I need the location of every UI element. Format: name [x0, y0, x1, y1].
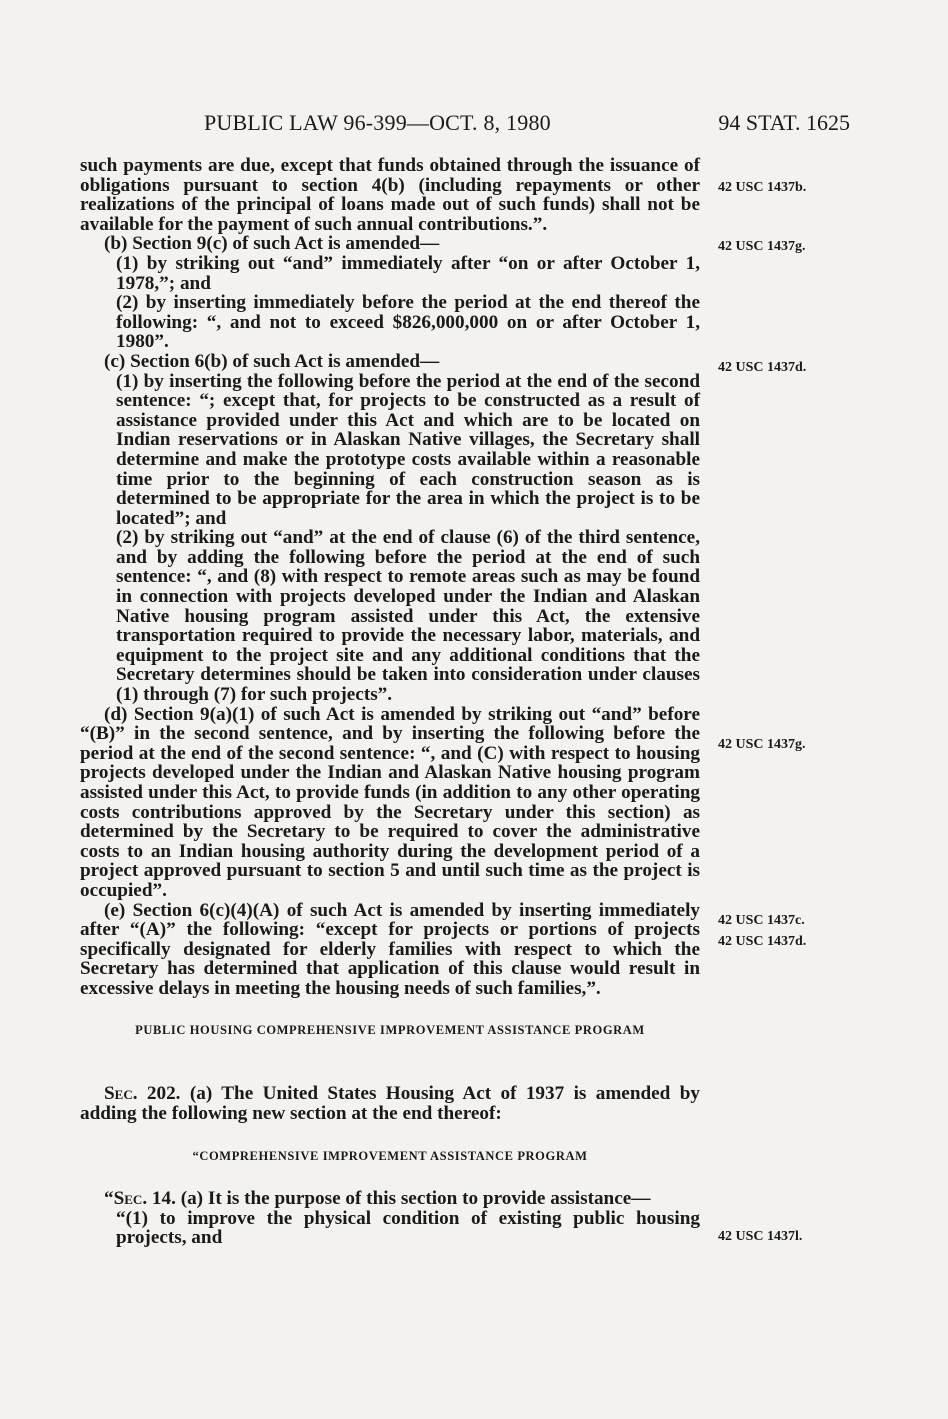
margin-citation: 42 USC 1437g.: [718, 737, 806, 752]
section-14-clause-1: “(1) to improve the physical condition of existing public housing projects, and: [116, 1207, 700, 1249]
section-202: [80, 1084, 700, 1123]
section-14-text: 14. (a) It is the purpose of this section to provide assistance—: [147, 1187, 651, 1209]
subsection-d: (d) Section 9(a)(1) of such Act is amended by striking out “and” before “(B)” in the second sentence, and by inserting the following before the period at the end of the second sentence: “, and (C) with respect to housing projects developed under the Indian and Alaskan Native housing program assisted under this Act, to provide funds (in addition to any other operating costs contributions approved by the Secretary under this section) as determined by the Secretary to be required to cover the administrative costs to an Indian housing authority during the development period of a project approved pursuant to section 5 and until such time as the project is occupied”.: [80, 703, 700, 901]
section-14-label: “Sec.: [104, 1187, 148, 1209]
subsection-e: (e) Section 6(c)(4)(A) of such Act is amended by inserting immediately after “(A)” the following: “except for projects or portions of projects specifically designated for elderly families with respect to which the Secretary has determined that application of this clause would result in excessive delays in meeting the housing needs of such families,”.: [80, 899, 700, 999]
paragraph-continuation: such payments are due, except that funds obtained through the issuance of obligations pursuant to section 4(b) (including repayments or other realizations of the principal of loans made out of such funds) shall not be available for the payment of such annual contributions.”.: [80, 155, 700, 235]
margin-citation: 42 USC 1437g.: [718, 239, 806, 254]
section-heading-comprehensive-improvement: PUBLIC HOUSING COMPREHENSIVE IMPROVEMENT ASSISTANCE PROGRAM: [135, 1022, 645, 1037]
subsection-c-clause-1: (1) by inserting the following before the period at the end of the second sentence: “; except that, for projects to be constructed as a result of assistance provided under this Act and which are to be located on Indian reservations or in Alaskan Native villages, the Secretary shall determine and make the prototype costs available within a reasonable time prior to the beginning of each construction season as is determined to be appropriate for the area in which the project is to be located”; and: [116, 370, 700, 529]
margin-citation: 42 USC 1437c.: [718, 913, 805, 928]
section-202-label: Sec.: [104, 1083, 138, 1105]
subsection-b-clause-2-text: (2) by inserting immediately before the period at the end thereof the following: “, and not to exceed $826,000,000 on or after October 1, 1980”.: [116, 292, 700, 353]
subsection-c-clause-2: (2) by striking out “and” at the end of clause (6) of the third sentence, and by adding the following before the period at the end of such sentence: “, and (8) with respect to remote areas such as may be found in connection with projects developed under the Indian and Alaskan Native housing program assisted under this Act, the extensive transportation required to provide the necessary labor, materials, and equipment to the project site and any additional conditions that the Secretary determines should be taken into consideration under clauses (1) through (7) for such projects”.: [116, 527, 700, 706]
subsection-b-clause-2: [80, 293, 700, 352]
margin-citation: 42 USC 1437b.: [718, 180, 807, 195]
section-heading-quoted: “COMPREHENSIVE IMPROVEMENT ASSISTANCE PROGRAM: [192, 1149, 588, 1164]
main-text: [80, 156, 700, 1248]
margin-citation: 42 USC 1437l.: [718, 1229, 803, 1244]
statute-page-number: 94 STAT. 1625: [718, 110, 850, 135]
page-header: [80, 110, 850, 140]
section-14: [80, 1189, 700, 1209]
section-202-text: 202. (a) The United States Housing Act of 1937 is amended by adding the following new section at the end thereof:: [80, 1083, 700, 1124]
subsection-b-clause-1-text: (1) by striking out “and” immediately after “on or after October 1, 1978,”; and: [116, 252, 700, 294]
subsection-c-intro: (c) Section 6(b) of such Act is amended—: [104, 350, 440, 372]
running-title: PUBLIC LAW 96-399—OCT. 8, 1980: [204, 110, 551, 135]
subsection-b-clause-1: [80, 254, 700, 293]
margin-citation: 42 USC 1437d.: [718, 360, 807, 375]
margin-citation: 42 USC 1437d.: [718, 934, 807, 949]
subsection-b-intro: (b) Section 9(c) of such Act is amended—: [104, 233, 440, 255]
